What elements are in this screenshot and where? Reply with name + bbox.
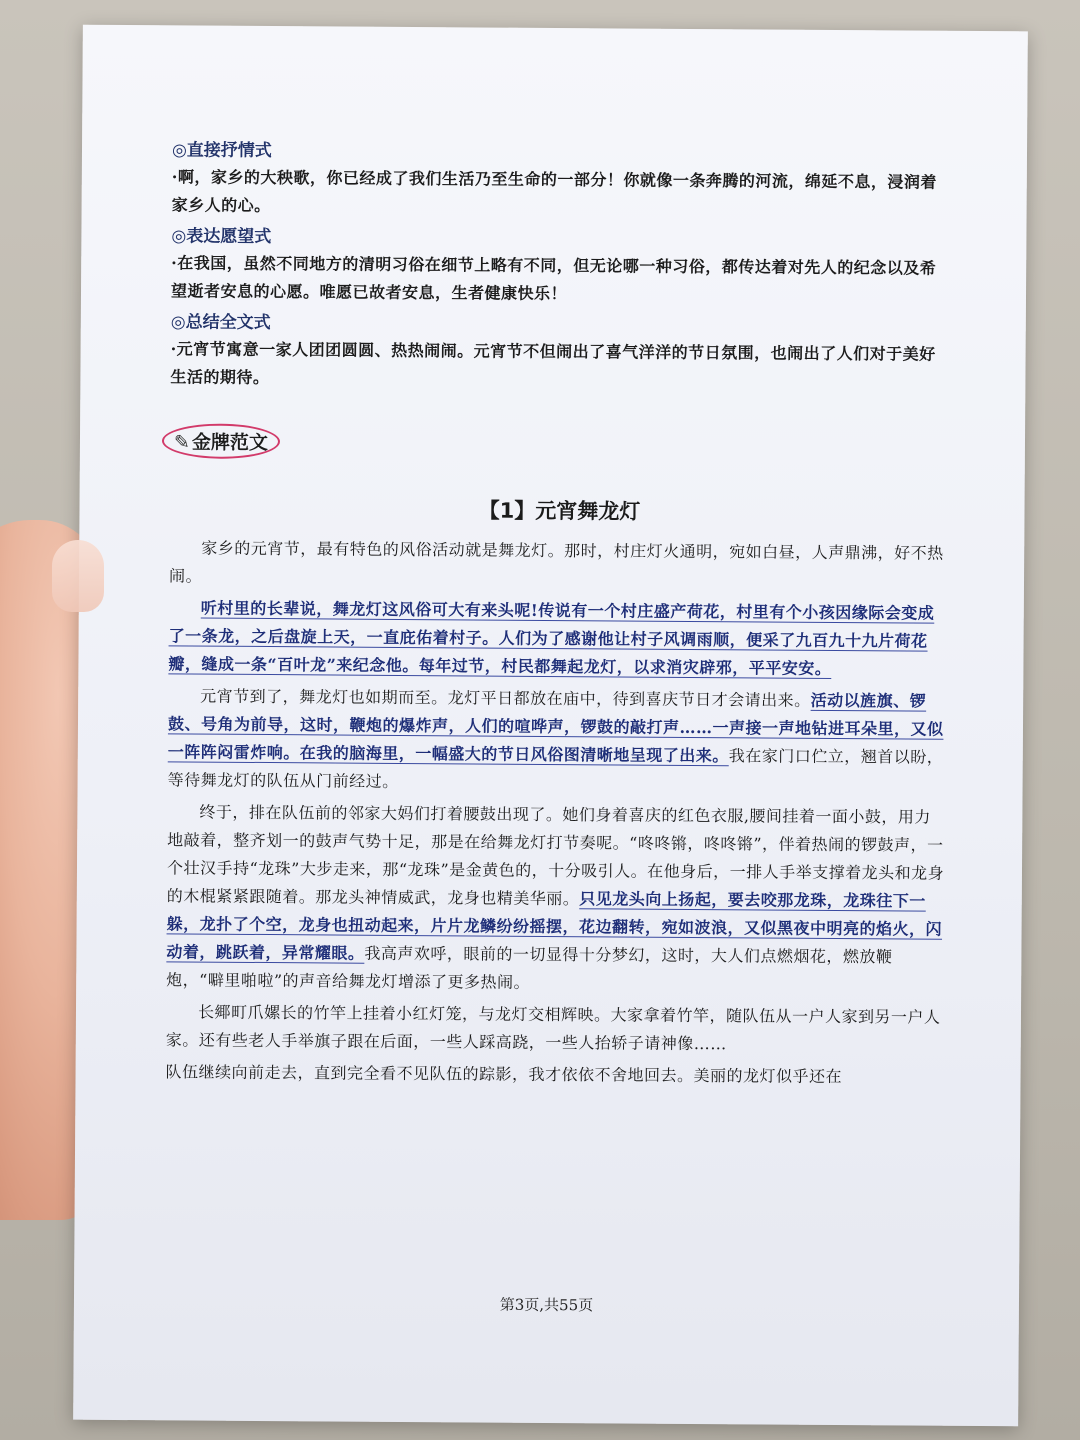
essay-paragraph-2: 听村里的长辈说，舞龙灯这风俗可大有来头呢!传说有一个村庄盛产荷花，村里有个小孩因缘际会变成了一条龙，之后盘旋上天，一直庇佑着村子。人们为了感谢他让村子风调雨顺，便采了九百九十九片荷花瓣，缝成一条“百叶龙”来纪念他。每年过节，村民都舞起龙灯，以求消灾辟邪，平平安安。 (168, 598, 935, 678)
p4-highlight: 只见龙头向上扬起，要去咬那龙珠，龙珠往下一躲，龙扑了个空，龙身也扭动起来，片片龙鳞纷纷摇摆，花边翻转，宛如波浪，又似黑夜中明亮的焰火，闪动着，跳跃着，异常耀眼。 (166, 889, 943, 963)
p4-plain-a: 终于，排在队伍前的邻家大妈们打着腰鼓出现了。她们身着喜庆的红色衣服,腰间挂着一面小鼓，用力地敲着，整齐划一的鼓声气势十足，那是在给舞龙灯打节奏呢。“咚咚锵，咚咚锵”，伴着热闹的锣鼓声，一个壮汉手持“龙珠”大步走来，那“龙珠”是金黄色的，十分吸引人。在他身后，一排人手举支撑着龙头和龙身的木棍紧紧跟随着。那龙头神情威武，龙身也精美华丽。 (166, 802, 945, 909)
p4-plain-c: 我高声欢呼，眼前的一切显得十分梦幻，这时，大人们点燃烟花，燃放鞭炮，“噼里啪啦”的声音给舞龙灯增添了更多热闹。 (166, 943, 893, 992)
essay-paragraph-5: 长鄊町爪嫘长的竹竿上挂着小红灯笼，与龙灯交相辉映。大家拿着竹竿，随队伍从一户人家到另一户人家。还有些老人手举旗子跟在后面，一些人踩高跷，一些人抬轿子请神像…… (165, 1002, 941, 1054)
essay-title: 【1】元宵舞龙灯 (478, 498, 641, 524)
p3-highlight: 活动以旌旗、锣鼓、号角为前导，这时，鞭炮的爆炸声，人们的喧哗声，锣鼓的敲打声……一声接一声地钻进耳朵里，又似一阵阵闷雷炸响。在我的脑海里，一幅盛大的节日风俗图清晰地呈现了出来。 (167, 690, 944, 766)
essay-paragraph-4 (166, 798, 947, 999)
document-page (73, 25, 1028, 1427)
badge-label: 金牌范文 (191, 431, 268, 455)
section-heading-2: ◎表达愿望式 (171, 226, 272, 248)
model-essay-badge (162, 423, 280, 459)
essay-paragraph-1: 家乡的元宵节，最有特色的风俗活动就是舞龙灯。那时，村庄灯火通明，宛如白昼，人声鼎沸，好不热闹。 (168, 538, 944, 586)
section-text-1: ·啊，家乡的大秧歌，你已经成了我们生活乃至生命的一部分！你就像一条奔腾的河流，绵延不息，浸润着家乡人的心。 (171, 167, 937, 216)
section-heading-3: ◎总结全文式 (170, 312, 271, 334)
thumbnail-nail (52, 540, 104, 612)
p3-plain-a: 元宵节到了，舞龙灯也如期而至。龙灯平日都放在庙中，待到喜庆节日才会请出来。 (200, 686, 811, 710)
section-text-3: ·元宵节寓意一家人团团圆圆、热热闹闹。元宵节不但闹出了喜气洋洋的节日氛围，也闹出了人们对于美好生活的期待。 (170, 339, 936, 388)
p3-plain-c: 我在家门口伫立，翘首以盼，等待舞龙灯的队伍从门前经过。 (167, 746, 944, 791)
page-number: 第3页,共55页 (499, 1295, 594, 1315)
section-heading-1: ◎直接抒情式 (171, 140, 272, 162)
section-text-2: ·在我国，虽然不同地方的清明习俗在细节上略有不同，但无论哪一种习俗，都传达着对先人的纪念以及希望逝者安息的心愿。唯愿已故者安息，生者健康快乐！ (170, 253, 937, 304)
essay-paragraph-6: 队伍继续向前走去，直到完全看不见队伍的踪影，我才依依不舍地回去。美丽的龙灯似乎还在 (165, 1062, 843, 1087)
pencil-icon: ✎ (173, 431, 190, 454)
page-content (165, 137, 952, 1095)
essay-paragraph-3 (168, 682, 949, 799)
